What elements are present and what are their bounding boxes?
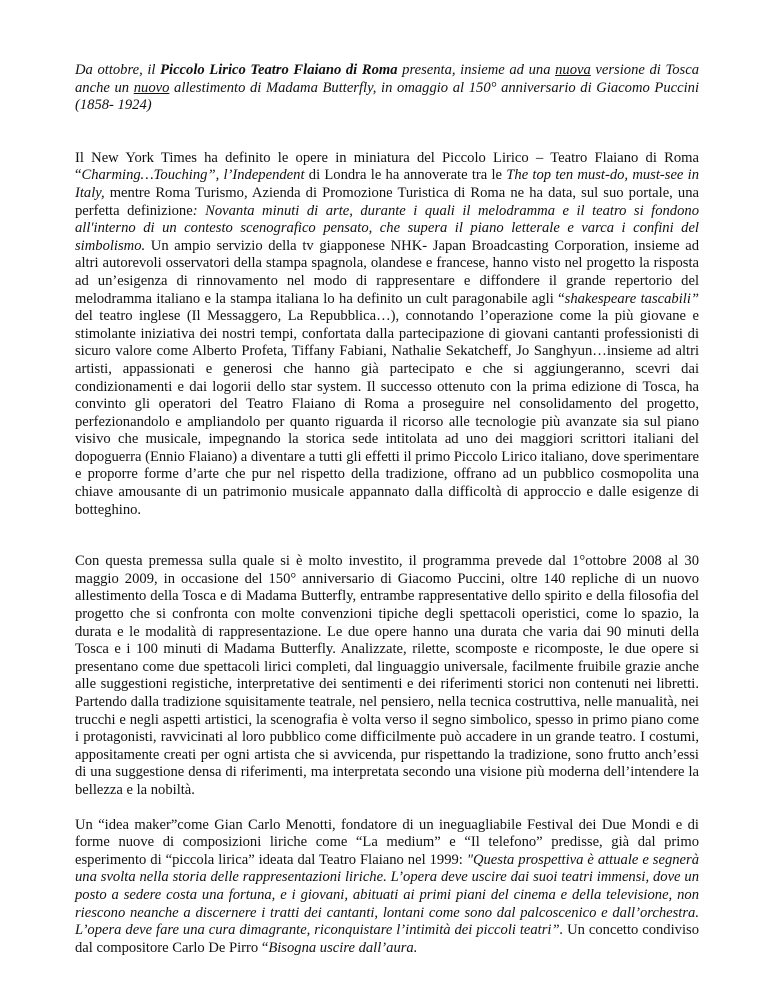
intro-text-4: allestimento di Madama Butterfly, in omaggio al 150° anniversario di Giacomo Puccini (1858- 1924) xyxy=(75,79,699,114)
p3-quote-depirro: Bisogna uscire dall’aura. xyxy=(268,939,418,956)
p1-text-1: Il New York Times ha definito le opere in miniatura del Piccolo Lirico – Teatro Flaiano di Roma “ xyxy=(75,149,699,184)
p3-text-1: Un “idea maker”come Gian Carlo Menotti, fondatore di un ineguagliabile Festival dei Due Mondi e di forme nuove di composizioni liriche come “La medium” e “Il telefono” predisse, già dal primo esperimento di “piccola lirica” ideata dal Teatro Flaiano nel 1999: xyxy=(75,816,699,868)
spacer xyxy=(75,519,699,553)
intro-text-1: Da ottobre, il xyxy=(75,62,161,78)
p1-italic-5: shakespeare tascabili” xyxy=(564,290,699,307)
p1-text-3: mentre Roma Turismo xyxy=(104,184,244,201)
p1-text-5: Un ampio servizio della tv giapponese NHK- Japan Broadcasting Corporation, insieme ad altri autorevoli osservatori della stampa spagnola, olandese e francese, hanno visto nel progetto la risposta ad un’esigenza di rinnovamento nel modo di rappresentare e diffondere il grande repertorio del melodramma italiano e la stampa italiana lo ha definito un cult paragonabile agli “ xyxy=(75,237,699,307)
underlined-nuovo: nuovo xyxy=(133,79,170,96)
p3-quote-menotti: "Questa prospettiva è attuale e segnerà una svolta nella storia delle rappresentazioni liriche. L’opera deve uscire dai suoi teatri immensi, dove un posto a sedere costa una fortuna, e i giovani, abituati ai primi piani del cinema e della televisione, non riescono neanche a discernere i tratti dei cantanti, lontani come sono dal palcoscenico e dall’orchestra. L’opera deve fare una cura dimagrante, riconquistare l’intimità dei piccoli teatri”. xyxy=(75,851,699,939)
p1-italic-4: : Novanta minuti di arte, durante i quali il melodramma e il teatro si fondono all'interno di un contesto scenografico pensato, che supera il piano letterale e varca i confini del simbolismo. xyxy=(75,202,699,254)
intro-text-3: versione di Tosca anche un xyxy=(75,62,699,96)
intro-text-2: presenta, insieme ad una xyxy=(397,62,556,78)
spacer xyxy=(75,800,699,817)
theatre-name: Piccolo Lirico Teatro Flaiano di Roma xyxy=(160,62,398,78)
p1-text-4: Azienda di Promozione Turistica di Roma ne ha data, sul suo portale, una perfetta definizione xyxy=(75,184,700,219)
body-paragraph-3 xyxy=(75,817,699,958)
document-page xyxy=(75,62,699,957)
p1-text-6: del teatro inglese (Il Messaggero, La Repubblica…), connotando l’operazione come la più giovane e stimolante iniziativa dei nostri tempi, confortata dalla partecipazione di giovani cantanti professionisti di sicuro valore come Alberto Profeta, Tiffany Fabiani, Nathalie Sekatcheff, Jo Sanghyun…insieme ad altri artisti, appassionati e generosi che hanno già partecipato e che si aggiungeranno, scevri dai condizionamenti e dai logorii dello star system. Il successo ottenuto con la prima edizione di Tosca, ha convinto gli operatori del Teatro Flaiano di Roma a proseguire nel consolidamento del progetto, perfezionandolo e ampliandolo per quanto riguarda il ricorso alle tecnologie più avanzate sia sul piano visivo che musicale, impegnando la storica sede intitolata ad uno dei maggiori scrittori italiani del dopoguerra (Ennio Flaiano) a diventare a tutti gli effetti il primo Piccolo Lirico italiano, dove sperimentare e proporre forme d’arte che pur nel rispetto della tradizione, offrano ad un pubblico cosmopolita una chiave amousante di un patrimonio musicale appannato dalla difficoltà di approccio e dalle esigenze di botteghino. xyxy=(75,308,699,518)
spacer xyxy=(75,115,699,150)
body-paragraph-1 xyxy=(75,150,699,519)
p1-italic-3: , xyxy=(243,184,248,201)
p3-text-2: Un concetto condiviso dal compositore Carlo De Pirro “ xyxy=(75,922,699,956)
p1-italic-1: Charming…Touching”, l’Independent xyxy=(81,167,305,184)
intro-paragraph xyxy=(75,62,699,115)
p1-text-2: di Londra le ha annoverate tra le xyxy=(304,167,507,184)
p1-italic-2: The top ten must-do, must-see in Italy, xyxy=(75,167,699,201)
body-paragraph-2: Con questa premessa sulla quale si è molto investito, il programma prevede dal 1°ottobre 2008 al 30 maggio 2009, in occasione del 150° anniversario di Giacomo Puccini, oltre 140 repliche di un nuovo allestimento della Tosca e di Madama Butterfly, entrambe rappresentative dello spirito e della filosofia del progetto che si confronta con molte convenzioni tipiche degli spettacoli operistici, come lo spazio, la durata e le modalità di rappresentazione. Le due opere hanno una durata che varia dai 90 minuti della Tosca e i 100 minuti di Madama Butterfly. Analizzate, rilette, scomposte e ricomposte, le due opere si presentano come due spettacoli lirici completi, dal linguaggio universale, facilmente fruibile grazie anche alle suggestioni registiche, interpretative dei sentimenti e dei riferimenti storici non contenuti nei libretti. Partendo dalla tradizione squisitamente teatrale, nel pensiero, nella tecnica costruttiva, nelle manualità, nei trucchi e negli aspetti artistici, la scenografia è volta verso il segno simbolico, spesso in primo piano come i protagonisti, ravvicinati al loro pubblico come difficilmente può accadere in un grande teatro. I costumi, appositamente creati per ogni artista che si avvicenda, pur rispettando la tradizione, sono frutto anch’essi di una suggestione densa di riferimenti, ma interpretata secondo una visione più moderna dell’intendere la bellezza e la nobiltà. xyxy=(75,553,699,798)
underlined-nuova: nuova xyxy=(555,62,591,78)
